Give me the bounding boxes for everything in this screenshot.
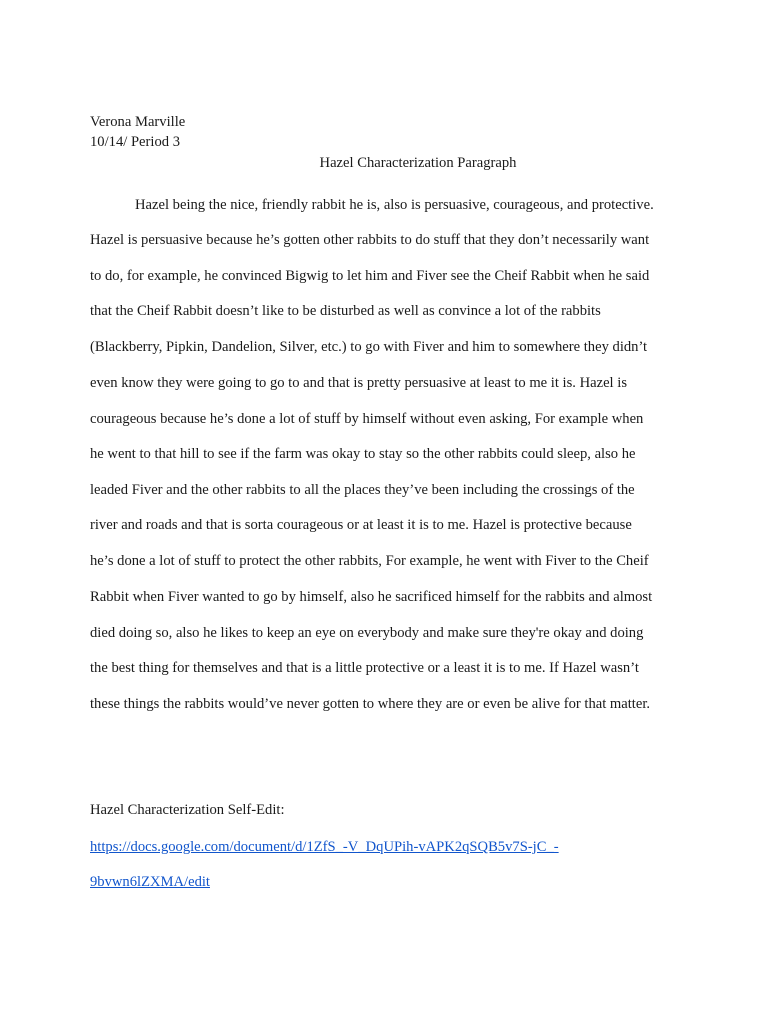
paragraph-line: (Blackberry, Pipkin, Dandelion, Silver, etc.) to go with Fiver and him to somewhere they didn’t: [90, 339, 648, 355]
self-edit-label: Hazel Characterization Self-Edit:: [90, 802, 285, 818]
paragraph-line: to do, for example, he convinced Bigwig to let him and Fiver see the Cheif Rabbit when he said: [90, 268, 650, 284]
document-title: Hazel Characterization Paragraph: [319, 155, 517, 171]
paragraph-line: Rabbit when Fiver wanted to go by himself, also he sacrificed himself for the rabbits and almost: [90, 589, 653, 605]
paragraph-line: courageous because he’s done a lot of stuff by himself without even asking, For example when: [90, 411, 644, 427]
paragraph-line: Hazel is persuasive because he’s gotten other rabbits to do stuff that they don’t necessarily want: [90, 232, 650, 248]
author-name: Verona Marville: [90, 114, 186, 130]
paragraph-line: these things the rabbits would’ve never gotten to where they are or even be alive for that matter.: [90, 696, 651, 712]
paragraph-line: leaded Fiver and the other rabbits to all the places they’ve been including the crossings of the: [90, 482, 635, 498]
paragraph-line: he went to that hill to see if the farm was okay to stay so the other rabbits could sleep, also he: [90, 446, 636, 462]
paragraph-line: the best thing for themselves and that is a little protective or a least it is to me. If Hazel wasn’t: [90, 660, 639, 676]
self-edit-link[interactable]: https://docs.google.com/document/d/1ZfS_-V_DqUPih-vAPK2qSQB5v7S-jC_-: [90, 839, 559, 855]
self-edit-link-continuation[interactable]: 9bvwn6lZXMA/edit: [90, 874, 210, 890]
paragraph-line: river and roads and that is sorta courageous or at least it is to me. Hazel is protective because: [90, 517, 632, 533]
paragraph-line: Hazel being the nice, friendly rabbit he is, also is persuasive, courageous, and protective.: [135, 197, 654, 213]
paragraph-line: even know they were going to go to and that is pretty persuasive at least to me it is. Hazel is: [90, 375, 627, 391]
paragraph-line: died doing so, also he likes to keep an eye on everybody and make sure they're okay and doing: [90, 625, 644, 641]
date-period: 10/14/ Period 3: [90, 134, 180, 150]
paragraph-line: he’s done a lot of stuff to protect the other rabbits, For example, he went with Fiver to the Cheif: [90, 553, 649, 569]
paragraph-line: that the Cheif Rabbit doesn’t like to be disturbed as well as convince a lot of the rabbits: [90, 303, 601, 319]
